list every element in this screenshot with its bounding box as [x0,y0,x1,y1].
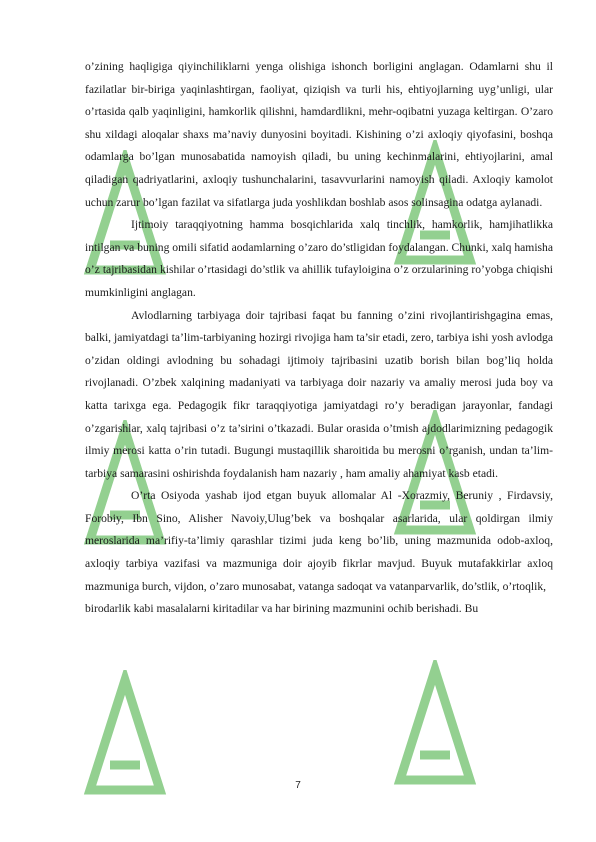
body-text [85,56,553,621]
paragraph: birodarlik kabi masalalarni kiritadilar va har birining mazmunini ochib berishadi. Bu [85,602,479,616]
paragraph: o’zining haqligiga qiyinchiliklarni yenga olishiga ishonch borligini anglagan. Odamlarni shu il fazilatlar bir-biriga yaqinlashtirgan, faoliyat, qiziqish va turli his, ehtiyojlarning uyg’unligi, ular o’rtasida qalb yaqinligini, hamkorlik qilishni, hamdardlikni, mehr-oqibatni yuzaga keltirgan. O’zaro shu xildagi aloqalar shaxs ma’naviy dunyosini boyitadi. Kishining o’zi axloqiy qiyofasini, boshqa odamlarga bo’lgan munosabatida namoyish qiladi, bu uning kechinmalarini, ehtiyojlarini, amal qiladigan qadriyatlarini, axloqiy tushunchalarini, tasavvurlarini namoyish qiladi. Axloqiy kamolot uchun zarur bo’lgan fazilat va sifatlarga juda yoshlikdan boshlab asos solinsagina odatga aylanadi. [85,60,553,209]
watermark-icon [390,660,480,790]
paragraph: Ijtimoiy taraqqiyotning hamma bosqichlarida xalq tinchlik, hamkorlik, hamjihatlikka intilgan va buning omili sifatid aodamlarning o’zaro do’stligidan foydalangan. Chunki, xalq hamisha o’z tajribasidan kishilar o’rtasidagi do’stlik va ahillik tufayloigina o’z orzularining ro’yobga chiqishi mumkinligini anglagan. [85,218,553,299]
paragraph: Avlodlarning tarbiyaga doir tajribasi faqat bu fanning o’zini rivojlantirishgagina emas, balki, jamiyatdagi ta’lim-tarbiyaning hozirgi rivojiga ham ta’sir etadi, zero, tarbiya ishi yosh avlodga o’zidan oldingi avlodning bu sohadagi ijtimoiy tajribasini uzatib borish bilan bog’liq holda rivojlanadi. O’zbek xalqining madaniyati va tarbiyaga doir nazariy va amaliy merosi juda boy va katta tarixga ega. Pedagogik fikr taraqqiyotiga jamiyatdagi ro’y beradigan jarayonlar, fandagi o’zgarishlar, xalq tajribasi o’z ta’sirini o’tkazadi. Bular orasida o’tmish ajdodlarimizning pedagogik ilmiy merosi katta o’rin tutadi. Bugungi mustaqillik sharoitida bu merosni o’rganish, undan ta’lim- tarbiya samarasini oshirishda foydalanish ham nazariy , ham amaliy ahamiyat kasb etadi. [85,308,553,480]
page-number: 7 [295,780,301,791]
paragraph: O’rta Osiyoda yashab ijod etgan buyuk allomalar Al -Xorazmiy, Beruniy , Firdavsiy, Forobiy, Ibn Sino, Alisher Navoiy,Ulug’bek va boshqalar asarlarida, ular qoldirgan ilmiy meroslarida ma’rifiy-ta’limiy qarashlar tizimi juda keng bo’lib, uning mazmunida odob-axloq, axloqiy tarbiya vazifasi va mazmuniga doir ajoyib fikrlar mavjud. Buyuk mutafakkirlar axloq mazmuniga burch, vijdon, o’zaro munosabat, vatanga sadoqat va vatanparvarlik, do’stlik, o’rtoqlik, [85,489,553,593]
